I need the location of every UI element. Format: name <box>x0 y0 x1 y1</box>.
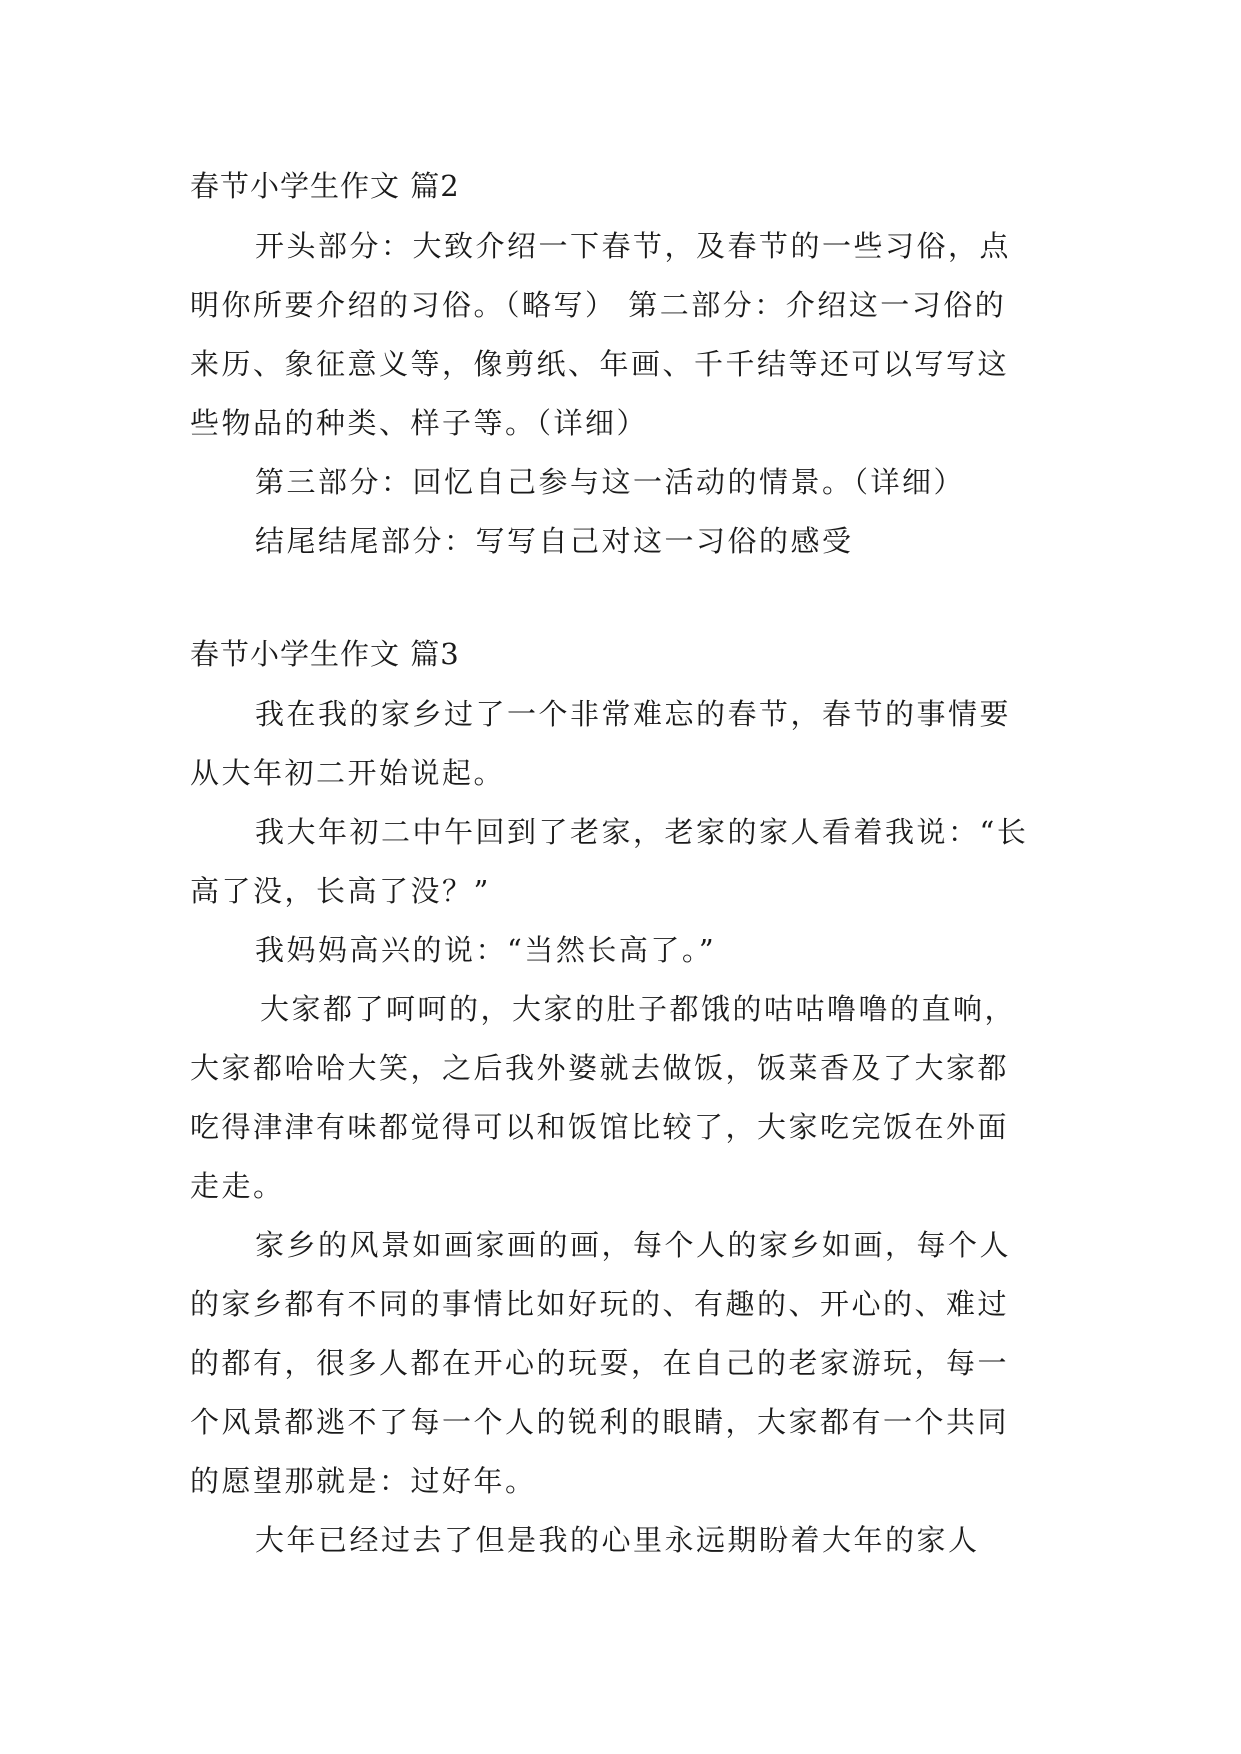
section-heading: 春节小学生作文 篇2 <box>190 169 460 203</box>
paragraph-line: 的愿望那就是：过好年。 <box>190 1464 537 1498</box>
paragraph-line: 我妈妈高兴的说：“当然长高了。” <box>255 933 717 967</box>
section-heading: 春节小学生作文 篇3 <box>190 637 460 671</box>
paragraph-line: 的家乡都有不同的事情比如好玩的、有趣的、开心的、难过 <box>190 1287 1010 1321</box>
paragraph-line: 从大年初二开始说起。 <box>190 756 506 790</box>
paragraph-line: 我大年初二中午回到了老家，老家的家人看着我说：“长 <box>255 815 1029 849</box>
paragraph-line: 大家都了呵呵的，大家的肚子都饿的咕咕噜噜的直响， <box>260 992 1017 1026</box>
paragraph-line: 明你所要介绍的习俗。（略写） 第二部分：介绍这一习俗的 <box>190 288 1007 322</box>
paragraph-line: 吃得津津有味都觉得可以和饭馆比较了，大家吃完饭在外面 <box>190 1110 1010 1144</box>
paragraph-line: 走走。 <box>190 1169 285 1203</box>
paragraph-line: 些物品的种类、样子等。（详细） <box>190 406 649 440</box>
paragraph-line: 来历、象征意义等，像剪纸、年画、千千结等还可以写写这 <box>190 347 1010 381</box>
paragraph-line: 个风景都逃不了每一个人的锐利的眼睛，大家都有一个共同 <box>190 1405 1010 1439</box>
paragraph-line: 我在我的家乡过了一个非常难忘的春节，春节的事情要 <box>255 697 1012 731</box>
paragraph-line: 高了没，长高了没？” <box>190 874 491 908</box>
paragraph-line: 大家都哈哈大笑，之后我外婆就去做饭，饭菜香及了大家都 <box>190 1051 1010 1085</box>
paragraph-line: 开头部分：大致介绍一下春节，及春节的一些习俗，点 <box>255 229 1012 263</box>
paragraph-line: 结尾结尾部分：写写自己对这一习俗的感受 <box>255 524 854 558</box>
paragraph-line: 大年已经过去了但是我的心里永远期盼着大年的家人 <box>255 1523 980 1557</box>
paragraph-line: 的都有，很多人都在开心的玩耍，在自己的老家游玩，每一 <box>190 1346 1010 1380</box>
paragraph-line: 第三部分：回忆自己参与这一活动的情景。（详细） <box>255 465 966 499</box>
paragraph-line: 家乡的风景如画家画的画，每个人的家乡如画，每个人 <box>255 1228 1012 1262</box>
